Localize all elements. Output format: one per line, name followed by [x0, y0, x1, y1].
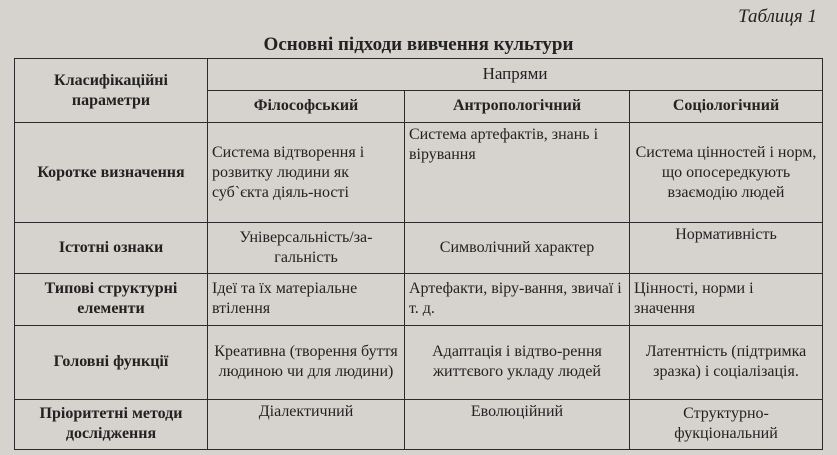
table-cell: Універсальність/за-гальність — [208, 223, 405, 273]
table-cell: Ідеї та їх матеріальне втілення — [208, 273, 405, 325]
table-cell: Система цінностей і норм, що опосередкують взаємодію людей — [630, 123, 823, 223]
row-param: Істотні ознаки — [15, 223, 208, 273]
table-caption: Таблиця 1 — [738, 6, 817, 27]
table-cell: Артефакти, віру-вання, звичаї і т. д. — [405, 273, 630, 325]
table-cell: Структурно-фукціональний — [630, 399, 823, 449]
table-cell: Система артефактів, знань і вірування — [405, 123, 630, 223]
table-row — [15, 399, 823, 449]
table-cell: Цінності, норми і значення — [630, 273, 823, 325]
header-group: Напрями — [208, 59, 823, 91]
row-param: Пріоритетні методи дослідження — [15, 399, 208, 449]
table-cell: Латентність (підтримка зразка) і соціалізація. — [630, 325, 823, 399]
header-approach-philosophical: Філософський — [208, 90, 405, 123]
table-cell: Система відтворення і розвитку людини як суб`єкта діяль-ності — [208, 123, 405, 223]
table-cell: Нормативність — [630, 223, 823, 273]
table-title: Основні підходи вивчення культури — [263, 34, 574, 55]
header-params: Класифікаційні параметри — [15, 59, 208, 123]
table-cell: Діалектичний — [208, 399, 405, 449]
table-row — [15, 325, 823, 399]
table-row — [15, 223, 823, 273]
header-approach-sociological: Соціологічний — [630, 90, 823, 123]
table-cell: Символічний характер — [405, 223, 630, 273]
table-cell: Адаптація і відтво-рення життєвого укладу людей — [405, 325, 630, 399]
approaches-table — [14, 58, 823, 450]
table-cell: Еволюційний — [405, 399, 630, 449]
table-row — [15, 273, 823, 325]
table-row — [15, 123, 823, 223]
row-param: Типові структурні елементи — [15, 273, 208, 325]
header-approach-anthropological: Антропологічний — [405, 90, 630, 123]
row-param: Головні функції — [15, 325, 208, 399]
row-param: Коротке визначення — [15, 123, 208, 223]
header-row-top — [15, 59, 823, 91]
table-cell: Креативна (творення буття людиною чи для людини) — [208, 325, 405, 399]
